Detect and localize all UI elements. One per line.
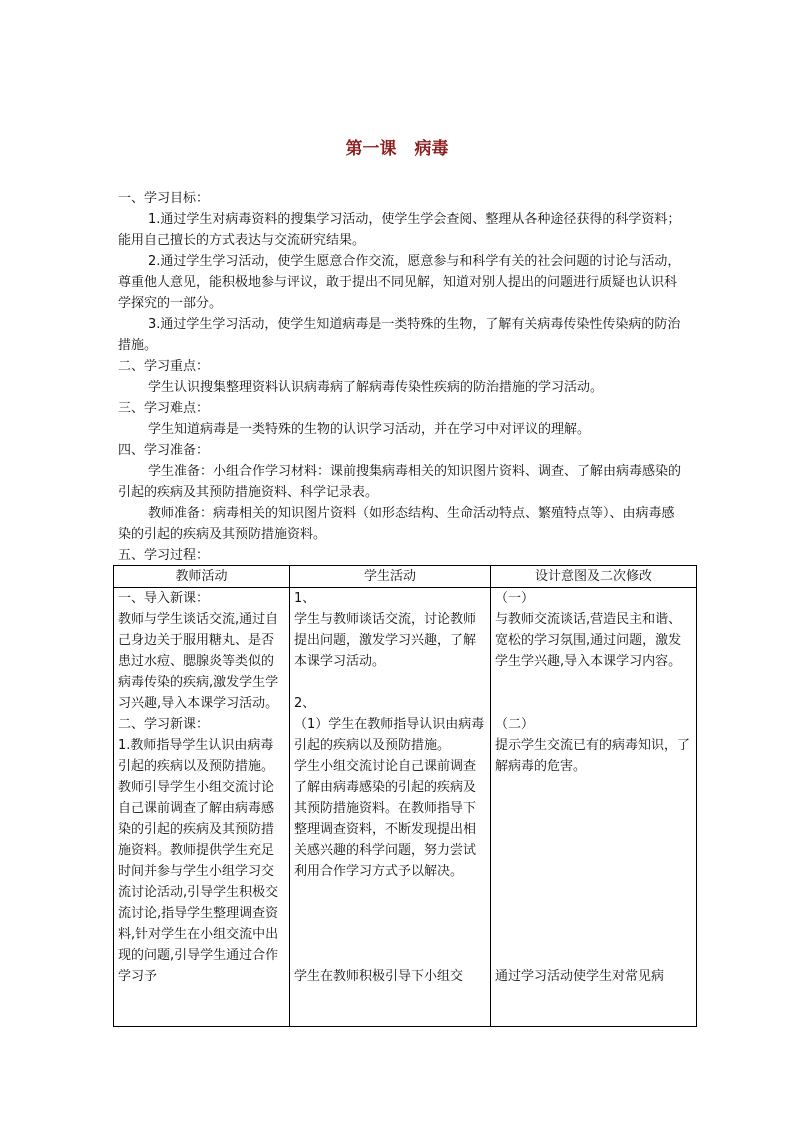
prep-student: 学生准备：小组合作学习材料：课前搜集病毒相关的知识图片资料、调查、了解由病毒感染的引起的疾病及其预防措施资料、科学记录表。 <box>118 464 682 500</box>
table-header-row <box>114 566 697 588</box>
design-cell <box>491 588 697 1027</box>
teacher-new-heading: 二、学习新课： <box>118 717 210 732</box>
design-part3-text: 通过学习活动使学生对常见病 <box>495 969 665 984</box>
header-design: 设计意图及二次修改 <box>491 566 697 588</box>
design-part2-num: （二） <box>495 717 535 732</box>
design-part1-text: 与教师交流谈话,营造民主和谐、宽松的学习氛围,通过问题，激发学生学兴趣,导入本课学习内容。 <box>495 612 682 669</box>
teacher-new-step1: 1.教师指导学生认识由病毒引起的疾病以及预防措施。 <box>118 738 275 774</box>
lesson-body <box>118 188 684 566</box>
goal-1: 1.通过学生对病毒资料的搜集学习活动，使学生学会查阅、整理从各种途径获得的科学资料；能用自己擅长的方式表达与交流研究结果。 <box>118 212 681 248</box>
teacher-intro-heading: 一、导入新课： <box>118 591 210 606</box>
title-lesson: 第一课 <box>345 139 397 159</box>
student-step3-text: 学生在教师积极引导下小组交 <box>294 969 464 984</box>
process-heading: 五、学习过程： <box>118 548 210 563</box>
focus-text: 学生认识搜集整理资料认识病毒病了解病毒传染性疾病的防治措施的学习活动。 <box>148 380 604 395</box>
prep-heading: 四、学习准备： <box>118 443 210 458</box>
teacher-new-text: 教师引导学生小组交流讨论自己课前调查了解由病毒感染的引起的疾病及其预防措施资料。教师提供学生充足时间并参与学生小组学习交流讨论活动,引导学生积极交流讨论,指导学生整理调查资料,针对学生在小组交流中出现的问题,引导学生通过合作学习予 <box>118 780 279 984</box>
header-teacher: 教师活动 <box>114 566 290 588</box>
difficulty-heading: 三、学习难点： <box>118 401 210 416</box>
prep-teacher: 教师准备：病毒相关的知识图片资料（如形态结构、生命活动特点、繁殖特点等）、由病毒感染的引起的疾病及其预防措施资料。 <box>118 506 675 542</box>
teacher-intro-text: 教师与学生谈话交流,通过自己身边关于服用糖丸、是否患过水痘、腮腺炎等类似的病毒传染的疾病,激发学生学习兴趣,导入本课学习活动。 <box>118 612 279 711</box>
student-step1-text: 学生与教师谈话交流，讨论教师提出问题，激发学习兴趣，了解本课学习活动。 <box>294 612 477 669</box>
difficulty-text: 学生知道病毒是一类特殊的生物的认识学习活动，并在学习中对评议的理解。 <box>148 422 591 437</box>
table-row <box>114 588 697 1027</box>
student-step1-num: 1、 <box>294 591 316 606</box>
student-cell <box>290 588 491 1027</box>
focus-heading: 二、学习重点： <box>118 359 210 374</box>
page-title <box>0 134 794 159</box>
goal-3: 3.通过学生学习活动，使学生知道病毒是一类特殊的生物，了解有关病毒传染性传染病的防治措施。 <box>118 317 681 353</box>
design-part1-num: （一） <box>495 591 535 606</box>
student-step2-sub: （1）学生在教师指导认识由病毒引起的疾病以及预防措施。 <box>294 717 485 753</box>
teacher-cell <box>114 588 290 1027</box>
student-step2-text: 学生小组交流讨论自己课前调查了解由病毒感染的引起的疾病及其预防措施资料。在教师指导下整理调查资料，不断发现提出相关感兴趣的科学问题，努力尝试利用合作学习方式予以解决。 <box>294 759 477 879</box>
header-student: 学生活动 <box>290 566 491 588</box>
title-topic: 病毒 <box>414 139 449 159</box>
student-step2-num: 2、 <box>294 696 316 711</box>
design-part2-text: 提示学生交流已有的病毒知识，了解病毒的危害。 <box>495 738 691 774</box>
process-table <box>113 565 697 1027</box>
goals-heading: 一、学习目标： <box>118 191 210 206</box>
goal-2: 2.通过学生学习活动，使学生愿意合作交流，愿意参与和科学有关的社会问题的讨论与活动，尊重他人意见，能积极地参与评议，敢于提出不同见解，知道对别人提出的问题进行质疑也认识科学探究的一部分。 <box>118 254 681 311</box>
